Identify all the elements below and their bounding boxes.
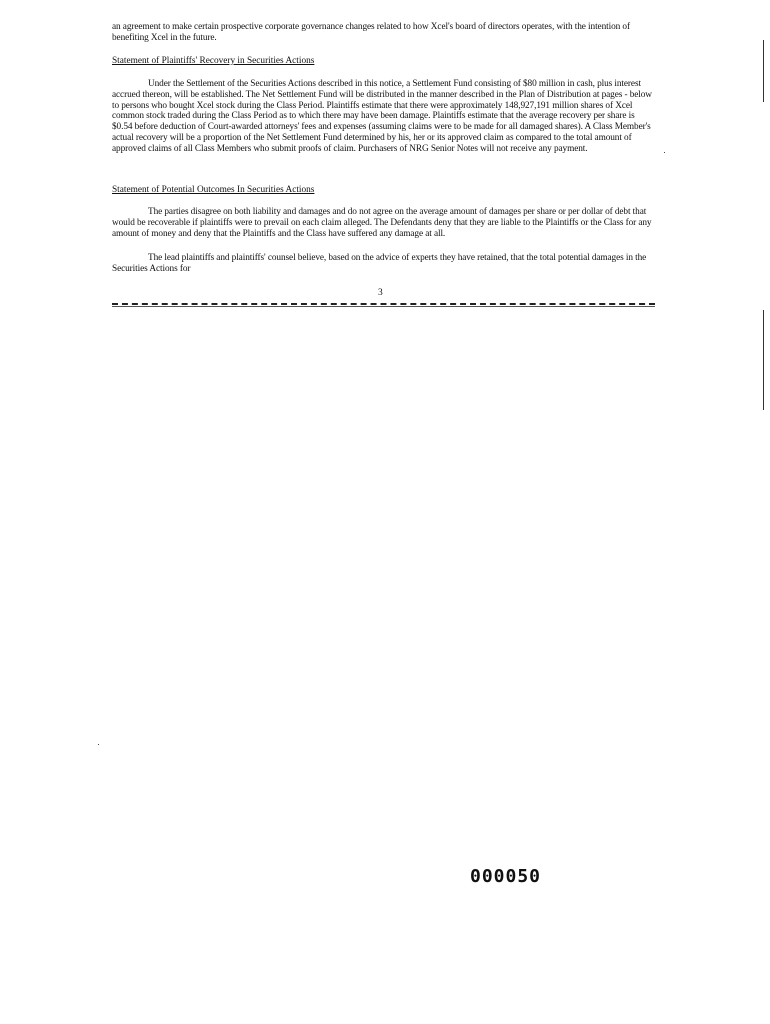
- recovery-text: Under the Settlement of the Securities Actions described in this notice, a Settlement Fund consisting of $80 million in cash, plus interest accrued thereon, will be established. The Net Settlement Fund will be distributed in the manner described in the Plan of Distribution at pages - below to persons who bought Xcel stock during the Class Period. Plaintiffs estimate that there were approximately 148,927,191 million shares of Xcel common stock traded during the Class Period as to which there may have been damage. Plaintiffs estimate that the average recovery per share is $0.54 before deduction of Court-awarded attorneys' fees and expenses (assuming claims were to be made for all damaged shares). A Class Member's actual recovery will be a proportion of the Net Settlement Fund determined by his, her or its approved claim as compared to the total amount of approved claims of all Class Members who submit proofs of claim. Purchasers of NRG Senior Notes will not receive any payment.: [112, 79, 652, 154]
- page-divider-rule-secondary: [112, 306, 655, 307]
- page-number: 3: [378, 288, 383, 298]
- bates-number: 000050: [470, 866, 542, 887]
- outcomes-paragraph-1: [112, 207, 652, 239]
- intro-paragraph: [112, 22, 652, 44]
- section-heading-outcomes: Statement of Potential Outcomes In Securities Actions: [112, 185, 315, 195]
- scan-speck: [98, 744, 99, 745]
- recovery-paragraph: [112, 79, 652, 155]
- outcomes-text-2: The lead plaintiffs and plaintiffs' counsel believe, based on the advice of experts they have retained, that the total potential damages in the Securities Actions for: [112, 253, 647, 274]
- page-divider-rule: [112, 303, 655, 305]
- section-heading-recovery: Statement of Plaintiffs' Recovery in Securities Actions: [112, 56, 315, 66]
- scan-edge-mark-middle: [763, 310, 764, 410]
- outcomes-paragraph-2: [112, 253, 652, 275]
- scan-speck: [664, 152, 665, 153]
- intro-text: an agreement to make certain prospective corporate governance changes related to how Xcel's board of directors operates, with the intention of benefiting Xcel in the future.: [112, 22, 630, 43]
- outcomes-text-1: The parties disagree on both liability and damages and do not agree on the average amount of damages per share or per dollar of debt that would be recoverable if plaintiffs were to prevail on each claim alleged. The Defendants deny that they are liable to the Plaintiffs or the Class for any amount of money and deny that the Plaintiffs and the Class have suffered any damage at all.: [112, 207, 652, 239]
- scan-edge-mark-top: [763, 40, 764, 102]
